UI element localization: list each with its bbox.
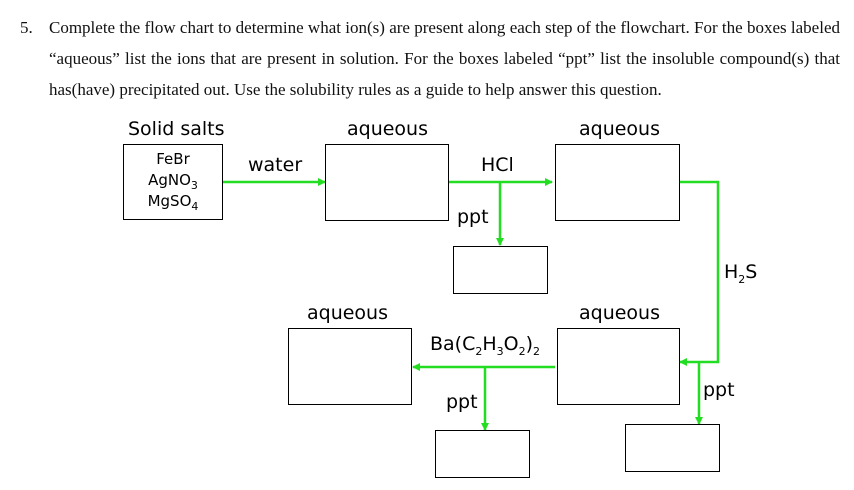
salt-mgso4: MgSO$_4$ (147, 192, 199, 213)
solid-salts-box (123, 144, 223, 220)
h2s-s: S (745, 261, 758, 283)
salt-febr: FeBr (156, 150, 190, 168)
hcl-label: HCl (481, 154, 514, 176)
h2s-arrow (680, 182, 718, 362)
solid-salts-title: Solid salts (128, 118, 225, 140)
aqueous-label-3: aqueous (307, 302, 389, 324)
question-body: Complete the flow chart to determine what ion(s) are present along each step of the flowchart. For the boxes labeled “aqueous” list the ions that are present in solution. For the boxes labeled “ppt” list the insoluble compound(s) that has(have) precipitated out. Use the solubility rules as a guide to help answer this question. (49, 18, 840, 99)
ba-s3: 2 (518, 344, 526, 358)
ppt-label-3: ppt (703, 379, 735, 401)
water-label: water (248, 154, 303, 176)
ba-p3: O (503, 333, 519, 355)
aqueous-box-4[interactable] (557, 328, 680, 405)
ba-acetate-label (430, 333, 541, 358)
h2s-sub: 2 (738, 272, 746, 286)
ba-s1: 2 (475, 344, 483, 358)
ppt-label-1: ppt (457, 206, 489, 228)
ppt-box-2[interactable] (435, 430, 530, 478)
aqueous-label-1: aqueous (347, 118, 429, 140)
ba-s4: 2 (533, 344, 541, 358)
ppt-label-2: ppt (446, 391, 478, 413)
salt-agno3: AgNO$_3$ (148, 171, 198, 192)
aqueous-box-3[interactable] (288, 328, 412, 405)
aqueous-label-4: aqueous (579, 302, 661, 324)
question-number: 5. (20, 18, 33, 37)
ba-p4: ) (525, 333, 534, 355)
ba-p2: H (482, 333, 497, 355)
ppt-box-1[interactable] (453, 246, 548, 294)
aqueous-box-2[interactable] (555, 144, 680, 221)
aqueous-label-2: aqueous (579, 118, 661, 140)
aqueous-box-1[interactable] (325, 144, 449, 221)
h2s-label (724, 261, 758, 286)
ba-s2: 3 (496, 344, 504, 358)
ba-p1: Ba(C (430, 333, 476, 355)
ppt-box-3[interactable] (625, 424, 720, 472)
h2s-h: H (724, 261, 739, 283)
